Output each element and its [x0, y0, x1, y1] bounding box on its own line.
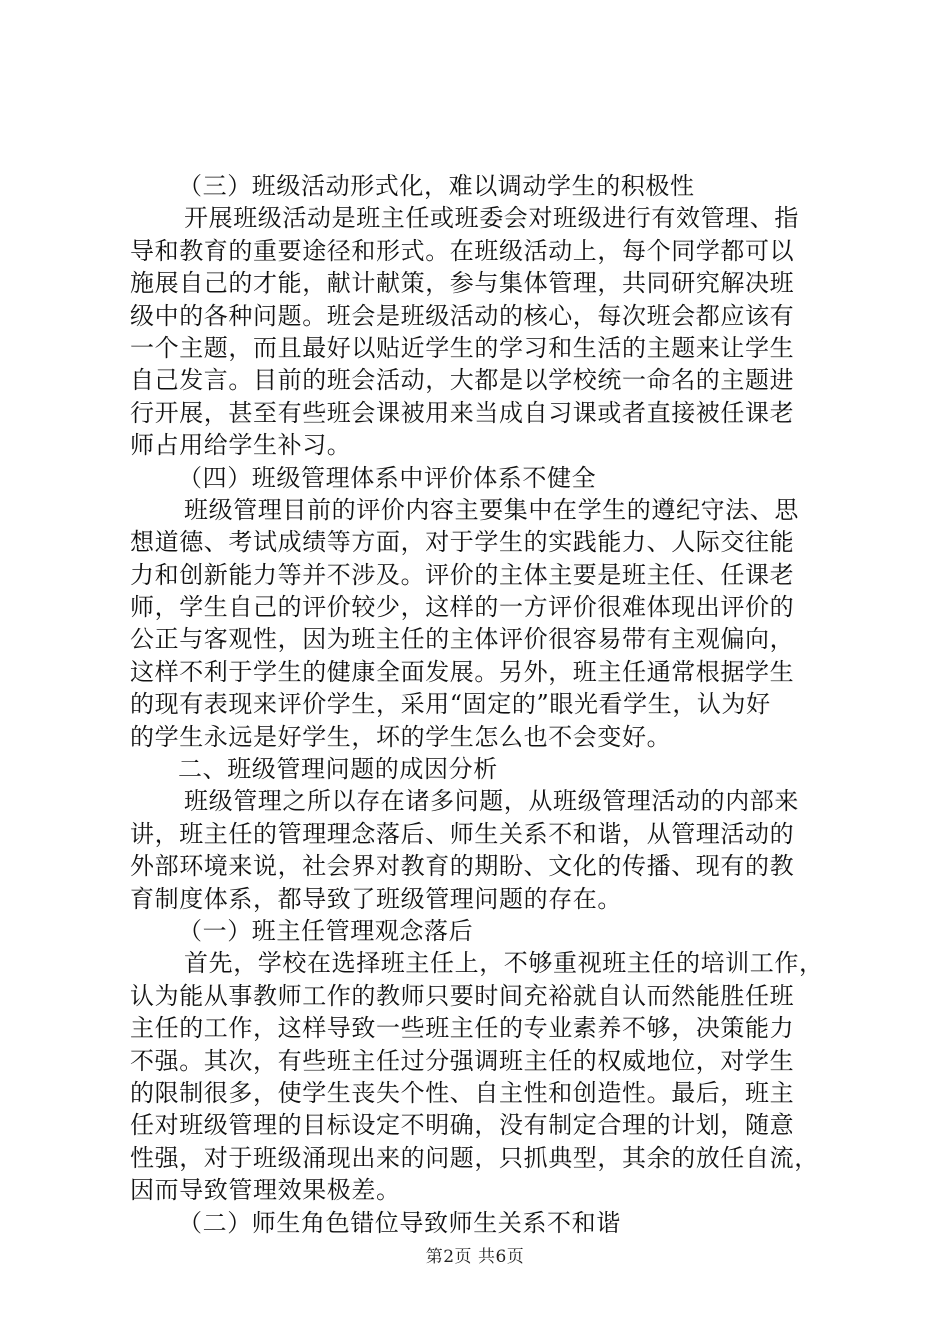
- body-line: 性强，对于班级涌现出来的问题，只抓典型，其余的放任自流，: [130, 1143, 819, 1172]
- body-line: 这样不利于学生的健康全面发展。另外，班主任通常根据学生: [130, 657, 795, 686]
- body-line: 力和创新能力等并不涉及。评价的主体主要是班主任、任课老: [130, 560, 795, 589]
- body-line: 师占用给学生补习。: [130, 431, 352, 460]
- section-heading: （三）班级活动形式化，难以调动学生的积极性: [178, 172, 695, 200]
- section-heading: （一）班主任管理观念落后: [178, 916, 474, 945]
- body-line: 级中的各种问题。班会是班级活动的核心，每次班会都应该有: [130, 301, 795, 330]
- body-line: 导和教育的重要途径和形式。在班级活动上，每个同学都可以: [130, 236, 795, 265]
- paragraph-first-line: 班级管理目前的评价内容主要集中在学生的遵纪守法、思: [184, 495, 799, 524]
- body-line: 因而导致管理效果极差。: [130, 1176, 401, 1205]
- body-line: 的现有表现来评价学生，采用“固定的”眼光看学生，认为好: [130, 690, 771, 719]
- body-line: 的学生永远是好学生，坏的学生怎么也不会变好。: [130, 722, 672, 751]
- body-line: 施展自己的才能，献计献策，参与集体管理，共同研究解决班: [130, 269, 795, 298]
- body-line: 主任的工作，这样导致一些班主任的专业素养不够，决策能力: [130, 1014, 795, 1043]
- paragraph-first-line: 首先，学校在选择班主任上，不够重视班主任的培训工作，: [184, 949, 824, 978]
- body-line: 认为能从事教师工作的教师只要时间充裕就自认而然能胜任班: [130, 981, 795, 1010]
- section-heading: （四）班级管理体系中评价体系不健全: [178, 463, 597, 492]
- body-line: 外部环境来说，社会界对教育的期盼、文化的传播、现有的教: [130, 852, 795, 881]
- section-heading: 二、班级管理问题的成因分析: [178, 755, 498, 784]
- paragraph-first-line: 班级管理之所以存在诸多问题，从班级管理活动的内部来: [184, 787, 799, 816]
- paragraph-first-line: 开展班级活动是班主任或班委会对班级进行有效管理、指: [184, 204, 799, 233]
- body-line: 的限制很多，使学生丧失个性、自主性和创造性。最后，班主: [130, 1078, 795, 1107]
- section-heading: （二）师生角色错位导致师生关系不和谐: [178, 1208, 621, 1237]
- body-line: 师，学生自己的评价较少，这样的一方评价很难体现出评价的: [130, 593, 795, 622]
- body-line: 育制度体系，都导致了班级管理问题的存在。: [130, 884, 622, 913]
- page-footer: 第2页 共6页: [425, 1247, 525, 1267]
- body-line: 自己发言。目前的班会活动，大都是以学校统一命名的主题进: [130, 366, 795, 395]
- body-line: 想道德、考试成绩等方面，对于学生的实践能力、人际交往能: [130, 528, 795, 557]
- document-body: [130, 170, 834, 1239]
- body-line: 讲，班主任的管理理念落后、师生关系不和谐，从管理活动的: [130, 819, 795, 848]
- body-line: 行开展，甚至有些班会课被用来当成自习课或者直接被任课老: [130, 398, 795, 427]
- body-line: 一个主题，而且最好以贴近学生的学习和生活的主题来让学生: [130, 333, 795, 362]
- body-line: 不强。其次，有些班主任过分强调班主任的权威地位，对学生: [130, 1046, 795, 1075]
- body-line: 任对班级管理的目标设定不明确，没有制定合理的计划，随意: [130, 1111, 795, 1140]
- body-line: 公正与客观性，因为班主任的主体评价很容易带有主观偏向，: [130, 625, 795, 654]
